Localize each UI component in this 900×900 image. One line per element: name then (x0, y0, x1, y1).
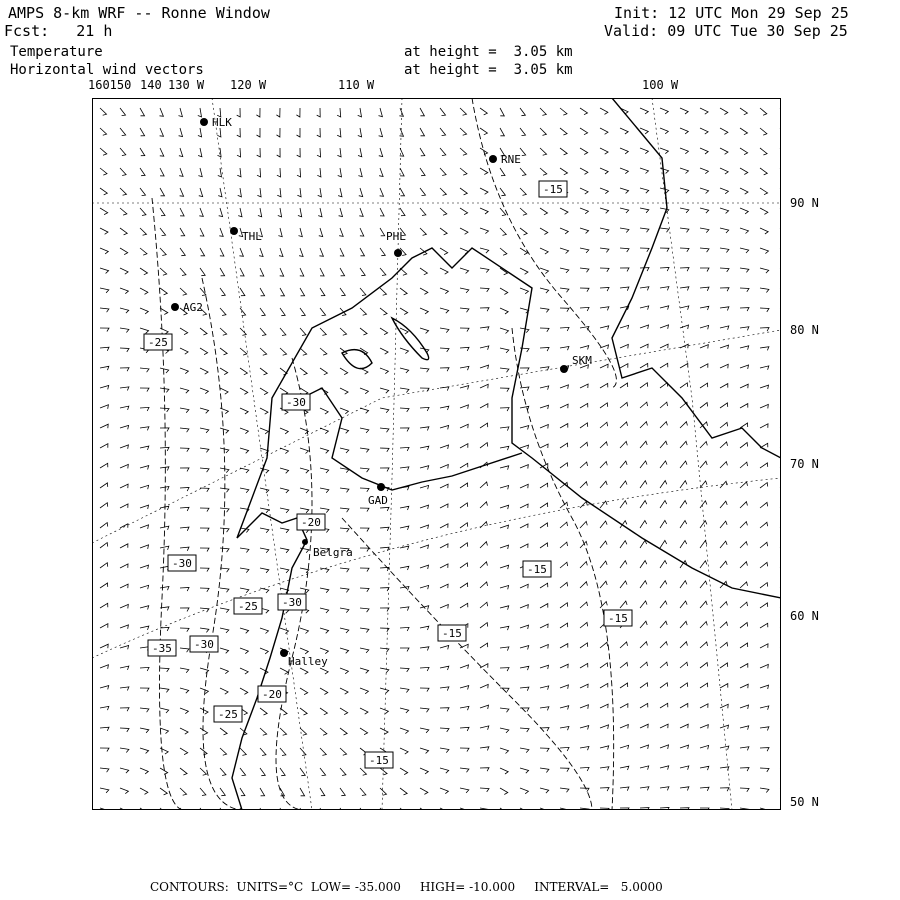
lon-label-140: 140 (140, 78, 162, 92)
svg-text:-20: -20 (301, 516, 321, 529)
station-label-thl: THL (242, 230, 262, 243)
svg-text:-15: -15 (608, 612, 628, 625)
contour-label (278, 594, 306, 610)
svg-text:-25: -25 (238, 600, 258, 613)
svg-text:-25: -25 (218, 708, 238, 721)
lon-label-130: 130 W (168, 78, 205, 92)
station-dot-gad (377, 483, 385, 491)
field1-label: Temperature (10, 44, 103, 60)
contour-legend: CONTOURS: UNITS=°C LOW= -35.000 HIGH= -10.000 INTERVAL= 5.0000 (150, 880, 663, 894)
lon-label-120: 120 W (230, 78, 267, 92)
svg-text:-30: -30 (282, 596, 302, 609)
lat-label-60: 60 N (790, 609, 819, 623)
station-dot-phl (394, 249, 402, 257)
station-label-gad: GAD (368, 494, 388, 507)
contour-label (168, 555, 196, 571)
station-dot-hlk (200, 118, 208, 126)
station-label-halley: Halley (288, 655, 328, 668)
contour-label (438, 625, 466, 641)
svg-text:-30: -30 (172, 557, 192, 570)
station-label-rne: RNE (501, 153, 521, 166)
station-dot-thl (230, 227, 238, 235)
contour-label (190, 636, 218, 652)
map-frame (93, 99, 781, 810)
station-dot-belgrano (302, 539, 308, 545)
station-dot-skm (560, 365, 568, 373)
station-label-belgrano: Belgra (313, 546, 353, 559)
contour-label (148, 640, 176, 656)
field1-height: at height = 3.05 km (404, 44, 573, 60)
lat-label-70: 70 N (790, 457, 819, 471)
lon-label-110: 110 W (338, 78, 375, 92)
field2-label: Horizontal wind vectors (10, 62, 204, 78)
contour-label (214, 706, 242, 722)
svg-text:-15: -15 (527, 563, 547, 576)
contour-label (604, 610, 632, 626)
svg-text:-30: -30 (286, 396, 306, 409)
svg-text:-30: -30 (194, 638, 214, 651)
map-panel (92, 98, 781, 810)
station-dot-rne (489, 155, 497, 163)
station-dot-ag2 (171, 303, 179, 311)
forecast-hour: Fcst: 21 h (4, 22, 113, 40)
svg-text:-15: -15 (369, 754, 389, 767)
contour-label (282, 394, 310, 410)
lon-label-100: 100 W (642, 78, 679, 92)
svg-text:-25: -25 (148, 336, 168, 349)
svg-text:-35: -35 (152, 642, 172, 655)
station-label-hlk: HLK (212, 116, 232, 129)
lon-label-160: 160150 (88, 78, 132, 92)
station-label-skm: SKM (572, 354, 592, 367)
contour-label (258, 686, 286, 702)
station-label-ag2: AG2 (183, 301, 203, 314)
field2-height: at height = 3.05 km (404, 62, 573, 78)
contour-label (297, 514, 325, 530)
svg-text:-15: -15 (543, 183, 563, 196)
init-time: Init: 12 UTC Mon 29 Sep 25 (614, 4, 849, 22)
lat-label-50: 50 N (790, 795, 819, 809)
svg-text:-20: -20 (262, 688, 282, 701)
lat-label-90: 90 N (790, 196, 819, 210)
station-dot-halley (280, 649, 288, 657)
plot-title: AMPS 8-km WRF -- Ronne Window (8, 4, 270, 22)
contour-label (539, 181, 567, 197)
svg-text:-15: -15 (442, 627, 462, 640)
station-label-phl: PHL (386, 230, 406, 243)
contour-label (365, 752, 393, 768)
contour-label (234, 598, 262, 614)
contour-label (523, 561, 551, 577)
lat-label-80: 80 N (790, 323, 819, 337)
contour-label (144, 334, 172, 350)
valid-time: Valid: 09 UTC Tue 30 Sep 25 (604, 22, 848, 40)
